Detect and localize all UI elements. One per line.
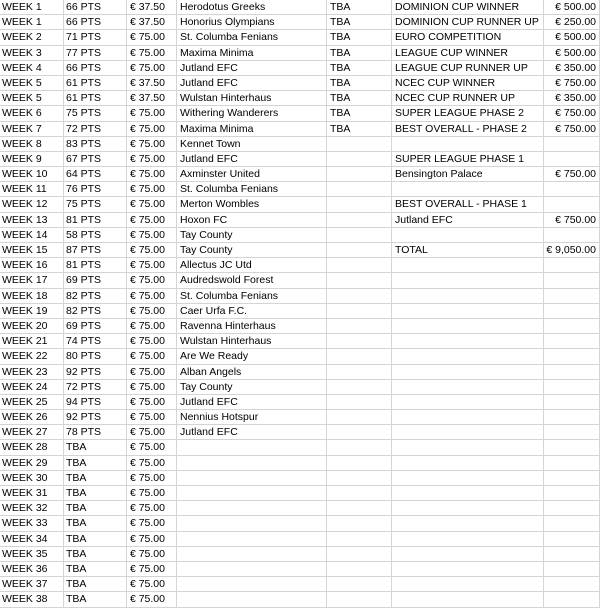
amount-cell[interactable] [544,532,600,547]
prize-cell[interactable]: € 37.50 [127,91,177,106]
prize-cell[interactable]: € 75.00 [127,30,177,45]
team-cell[interactable]: St. Columba Fenians [177,30,327,45]
team-cell[interactable]: Herodotus Greeks [177,0,327,15]
week-cell[interactable]: WEEK 32 [0,501,64,516]
award-cell[interactable] [392,501,544,516]
points-cell[interactable]: 92 PTS [64,365,127,380]
amount-cell[interactable] [544,456,600,471]
amount-cell[interactable]: € 350.00 [544,61,600,76]
week-cell[interactable]: WEEK 37 [0,577,64,592]
week-cell[interactable]: WEEK 33 [0,516,64,531]
prize-cell[interactable]: € 75.00 [127,182,177,197]
prize-cell[interactable]: € 75.00 [127,440,177,455]
status-cell[interactable] [327,516,392,531]
status-cell[interactable] [327,243,392,258]
status-cell[interactable] [327,501,392,516]
status-cell[interactable] [327,547,392,562]
status-cell[interactable] [327,395,392,410]
award-cell[interactable]: Bensington Palace [392,167,544,182]
amount-cell[interactable] [544,425,600,440]
amount-cell[interactable]: € 250.00 [544,15,600,30]
week-cell[interactable]: WEEK 2 [0,30,64,45]
points-cell[interactable]: 76 PTS [64,182,127,197]
award-cell[interactable] [392,395,544,410]
week-cell[interactable]: WEEK 6 [0,106,64,121]
amount-cell[interactable] [544,395,600,410]
status-cell[interactable] [327,532,392,547]
amount-cell[interactable] [544,304,600,319]
team-cell[interactable]: Kennet Town [177,137,327,152]
week-cell[interactable]: WEEK 29 [0,456,64,471]
amount-cell[interactable] [544,380,600,395]
week-cell[interactable]: WEEK 24 [0,380,64,395]
prize-cell[interactable]: € 75.00 [127,319,177,334]
week-cell[interactable]: WEEK 5 [0,91,64,106]
award-cell[interactable] [392,289,544,304]
week-cell[interactable]: WEEK 13 [0,213,64,228]
status-cell[interactable] [327,137,392,152]
team-cell[interactable]: Are We Ready [177,349,327,364]
amount-cell[interactable] [544,289,600,304]
amount-cell[interactable] [544,152,600,167]
week-cell[interactable]: WEEK 25 [0,395,64,410]
team-cell[interactable] [177,592,327,607]
amount-cell[interactable] [544,258,600,273]
status-cell[interactable] [327,592,392,607]
points-cell[interactable]: 69 PTS [64,273,127,288]
award-cell[interactable] [392,516,544,531]
amount-cell[interactable]: € 750.00 [544,76,600,91]
prize-cell[interactable]: € 75.00 [127,349,177,364]
amount-cell[interactable] [544,547,600,562]
status-cell[interactable] [327,167,392,182]
prize-cell[interactable]: € 75.00 [127,137,177,152]
team-cell[interactable] [177,562,327,577]
award-cell[interactable] [392,592,544,607]
points-cell[interactable]: 61 PTS [64,91,127,106]
team-cell[interactable] [177,532,327,547]
week-cell[interactable]: WEEK 18 [0,289,64,304]
prize-cell[interactable]: € 75.00 [127,289,177,304]
award-cell[interactable] [392,425,544,440]
team-cell[interactable] [177,440,327,455]
team-cell[interactable]: Jutland EFC [177,395,327,410]
points-cell[interactable]: 77 PTS [64,46,127,61]
team-cell[interactable]: Honorius Olympians [177,15,327,30]
amount-cell[interactable]: € 750.00 [544,167,600,182]
prize-cell[interactable]: € 75.00 [127,304,177,319]
amount-cell[interactable]: € 750.00 [544,106,600,121]
amount-cell[interactable] [544,471,600,486]
amount-cell[interactable] [544,137,600,152]
prize-cell[interactable]: € 75.00 [127,152,177,167]
award-cell[interactable]: LEAGUE CUP RUNNER UP [392,61,544,76]
status-cell[interactable] [327,319,392,334]
status-cell[interactable] [327,562,392,577]
week-cell[interactable]: WEEK 14 [0,228,64,243]
points-cell[interactable]: 69 PTS [64,319,127,334]
points-cell[interactable]: 64 PTS [64,167,127,182]
award-cell[interactable] [392,532,544,547]
week-cell[interactable]: WEEK 31 [0,486,64,501]
award-cell[interactable] [392,349,544,364]
prize-cell[interactable]: € 75.00 [127,592,177,607]
week-cell[interactable]: WEEK 5 [0,76,64,91]
status-cell[interactable] [327,197,392,212]
amount-cell[interactable] [544,410,600,425]
team-cell[interactable]: Wulstan Hinterhaus [177,334,327,349]
week-cell[interactable]: WEEK 34 [0,532,64,547]
prize-cell[interactable]: € 75.00 [127,243,177,258]
amount-cell[interactable] [544,319,600,334]
week-cell[interactable]: WEEK 9 [0,152,64,167]
points-cell[interactable]: TBA [64,516,127,531]
team-cell[interactable]: Axminster United [177,167,327,182]
award-cell[interactable]: EURO COMPETITION [392,30,544,45]
prize-cell[interactable]: € 75.00 [127,273,177,288]
team-cell[interactable]: Jutland EFC [177,76,327,91]
amount-cell[interactable] [544,501,600,516]
award-cell[interactable] [392,380,544,395]
points-cell[interactable]: 92 PTS [64,410,127,425]
points-cell[interactable]: TBA [64,577,127,592]
award-cell[interactable] [392,486,544,501]
status-cell[interactable]: TBA [327,61,392,76]
week-cell[interactable]: WEEK 15 [0,243,64,258]
amount-cell[interactable] [544,592,600,607]
points-cell[interactable]: 58 PTS [64,228,127,243]
team-cell[interactable]: Maxima Minima [177,46,327,61]
team-cell[interactable]: Hoxon FC [177,213,327,228]
award-cell[interactable]: BEST OVERALL - PHASE 2 [392,122,544,137]
points-cell[interactable]: 81 PTS [64,258,127,273]
amount-cell[interactable]: € 500.00 [544,30,600,45]
team-cell[interactable]: Tay County [177,380,327,395]
prize-cell[interactable]: € 75.00 [127,456,177,471]
status-cell[interactable]: TBA [327,46,392,61]
amount-cell[interactable] [544,273,600,288]
status-cell[interactable]: TBA [327,76,392,91]
team-cell[interactable]: Jutland EFC [177,425,327,440]
award-cell[interactable]: LEAGUE CUP WINNER [392,46,544,61]
week-cell[interactable]: WEEK 21 [0,334,64,349]
team-cell[interactable]: Jutland EFC [177,152,327,167]
status-cell[interactable] [327,273,392,288]
team-cell[interactable] [177,456,327,471]
amount-cell[interactable] [544,228,600,243]
award-cell[interactable]: SUPER LEAGUE PHASE 1 [392,152,544,167]
status-cell[interactable] [327,380,392,395]
points-cell[interactable]: TBA [64,562,127,577]
prize-cell[interactable]: € 75.00 [127,213,177,228]
team-cell[interactable]: Alban Angels [177,365,327,380]
week-cell[interactable]: WEEK 11 [0,182,64,197]
points-cell[interactable]: TBA [64,486,127,501]
points-cell[interactable]: 80 PTS [64,349,127,364]
week-cell[interactable]: WEEK 20 [0,319,64,334]
points-cell[interactable]: 75 PTS [64,106,127,121]
team-cell[interactable]: Withering Wanderers [177,106,327,121]
award-cell[interactable]: SUPER LEAGUE PHASE 2 [392,106,544,121]
status-cell[interactable] [327,349,392,364]
points-cell[interactable]: 66 PTS [64,15,127,30]
prize-cell[interactable]: € 75.00 [127,501,177,516]
status-cell[interactable]: TBA [327,122,392,137]
amount-cell[interactable]: € 500.00 [544,46,600,61]
status-cell[interactable] [327,440,392,455]
team-cell[interactable] [177,516,327,531]
week-cell[interactable]: WEEK 22 [0,349,64,364]
week-cell[interactable]: WEEK 7 [0,122,64,137]
points-cell[interactable]: TBA [64,547,127,562]
prize-cell[interactable]: € 75.00 [127,395,177,410]
award-cell[interactable]: DOMINION CUP RUNNER UP [392,15,544,30]
points-cell[interactable]: 66 PTS [64,61,127,76]
prize-cell[interactable]: € 75.00 [127,228,177,243]
points-cell[interactable]: 72 PTS [64,380,127,395]
week-cell[interactable]: WEEK 38 [0,592,64,607]
amount-cell[interactable]: € 9,050.00 [544,243,600,258]
prize-cell[interactable]: € 75.00 [127,516,177,531]
points-cell[interactable]: 82 PTS [64,289,127,304]
amount-cell[interactable]: € 750.00 [544,213,600,228]
status-cell[interactable] [327,182,392,197]
award-cell[interactable] [392,182,544,197]
status-cell[interactable] [327,304,392,319]
team-cell[interactable]: Ravenna Hinterhaus [177,319,327,334]
award-cell[interactable] [392,258,544,273]
status-cell[interactable]: TBA [327,106,392,121]
points-cell[interactable]: TBA [64,471,127,486]
team-cell[interactable] [177,501,327,516]
team-cell[interactable]: St. Columba Fenians [177,182,327,197]
points-cell[interactable]: 82 PTS [64,304,127,319]
status-cell[interactable] [327,486,392,501]
status-cell[interactable] [327,152,392,167]
award-cell[interactable] [392,137,544,152]
week-cell[interactable]: WEEK 8 [0,137,64,152]
award-cell[interactable]: TOTAL [392,243,544,258]
award-cell[interactable]: NCEC CUP WINNER [392,76,544,91]
prize-cell[interactable]: € 75.00 [127,46,177,61]
amount-cell[interactable] [544,486,600,501]
points-cell[interactable]: 72 PTS [64,122,127,137]
prize-cell[interactable]: € 37.50 [127,15,177,30]
points-cell[interactable]: 66 PTS [64,0,127,15]
prize-cell[interactable]: € 75.00 [127,486,177,501]
award-cell[interactable] [392,440,544,455]
award-cell[interactable] [392,562,544,577]
amount-cell[interactable]: € 350.00 [544,91,600,106]
week-cell[interactable]: WEEK 36 [0,562,64,577]
prize-cell[interactable]: € 75.00 [127,547,177,562]
status-cell[interactable] [327,456,392,471]
status-cell[interactable] [327,410,392,425]
week-cell[interactable]: WEEK 1 [0,15,64,30]
award-cell[interactable] [392,410,544,425]
award-cell[interactable] [392,228,544,243]
team-cell[interactable]: Allectus JC Utd [177,258,327,273]
prize-cell[interactable]: € 75.00 [127,380,177,395]
prize-cell[interactable]: € 75.00 [127,471,177,486]
team-cell[interactable] [177,471,327,486]
week-cell[interactable]: WEEK 3 [0,46,64,61]
award-cell[interactable] [392,471,544,486]
points-cell[interactable]: 67 PTS [64,152,127,167]
prize-cell[interactable]: € 75.00 [127,106,177,121]
award-cell[interactable] [392,334,544,349]
prize-cell[interactable]: € 75.00 [127,258,177,273]
week-cell[interactable]: WEEK 26 [0,410,64,425]
status-cell[interactable] [327,471,392,486]
points-cell[interactable]: TBA [64,532,127,547]
prize-cell[interactable]: € 75.00 [127,532,177,547]
status-cell[interactable]: TBA [327,91,392,106]
status-cell[interactable] [327,577,392,592]
team-cell[interactable]: Jutland EFC [177,61,327,76]
award-cell[interactable] [392,547,544,562]
award-cell[interactable]: Jutland EFC [392,213,544,228]
week-cell[interactable]: WEEK 19 [0,304,64,319]
amount-cell[interactable] [544,365,600,380]
award-cell[interactable]: BEST OVERALL - PHASE 1 [392,197,544,212]
points-cell[interactable]: 75 PTS [64,197,127,212]
team-cell[interactable] [177,577,327,592]
status-cell[interactable] [327,334,392,349]
amount-cell[interactable] [544,562,600,577]
week-cell[interactable]: WEEK 1 [0,0,64,15]
team-cell[interactable]: Wulstan Hinterhaus [177,91,327,106]
week-cell[interactable]: WEEK 16 [0,258,64,273]
team-cell[interactable] [177,486,327,501]
points-cell[interactable]: TBA [64,440,127,455]
award-cell[interactable]: NCEC CUP RUNNER UP [392,91,544,106]
week-cell[interactable]: WEEK 27 [0,425,64,440]
team-cell[interactable]: Caer Urfa F.C. [177,304,327,319]
status-cell[interactable]: TBA [327,30,392,45]
week-cell[interactable]: WEEK 28 [0,440,64,455]
team-cell[interactable]: Maxima Minima [177,122,327,137]
team-cell[interactable]: Tay County [177,228,327,243]
team-cell[interactable]: Tay County [177,243,327,258]
team-cell[interactable] [177,547,327,562]
team-cell[interactable]: Audredswold Forest [177,273,327,288]
week-cell[interactable]: WEEK 10 [0,167,64,182]
award-cell[interactable] [392,365,544,380]
prize-cell[interactable]: € 37.50 [127,76,177,91]
prize-cell[interactable]: € 75.00 [127,577,177,592]
prize-cell[interactable]: € 75.00 [127,61,177,76]
prize-cell[interactable]: € 75.00 [127,197,177,212]
amount-cell[interactable] [544,349,600,364]
amount-cell[interactable] [544,440,600,455]
amount-cell[interactable] [544,182,600,197]
points-cell[interactable]: TBA [64,456,127,471]
status-cell[interactable] [327,425,392,440]
points-cell[interactable]: 94 PTS [64,395,127,410]
status-cell[interactable] [327,289,392,304]
points-cell[interactable]: TBA [64,592,127,607]
amount-cell[interactable] [544,334,600,349]
status-cell[interactable] [327,365,392,380]
points-cell[interactable]: 71 PTS [64,30,127,45]
status-cell[interactable]: TBA [327,0,392,15]
amount-cell[interactable] [544,197,600,212]
status-cell[interactable] [327,213,392,228]
points-cell[interactable]: 87 PTS [64,243,127,258]
prize-cell[interactable]: € 75.00 [127,562,177,577]
prize-cell[interactable]: € 75.00 [127,167,177,182]
amount-cell[interactable]: € 500.00 [544,0,600,15]
prize-cell[interactable]: € 75.00 [127,410,177,425]
week-cell[interactable]: WEEK 35 [0,547,64,562]
status-cell[interactable] [327,228,392,243]
week-cell[interactable]: WEEK 23 [0,365,64,380]
award-cell[interactable] [392,304,544,319]
prize-cell[interactable]: € 75.00 [127,334,177,349]
week-cell[interactable]: WEEK 12 [0,197,64,212]
award-cell[interactable]: DOMINION CUP WINNER [392,0,544,15]
points-cell[interactable]: 61 PTS [64,76,127,91]
points-cell[interactable]: 78 PTS [64,425,127,440]
award-cell[interactable] [392,273,544,288]
amount-cell[interactable] [544,516,600,531]
team-cell[interactable]: Nennius Hotspur [177,410,327,425]
amount-cell[interactable]: € 750.00 [544,122,600,137]
points-cell[interactable]: 74 PTS [64,334,127,349]
week-cell[interactable]: WEEK 30 [0,471,64,486]
team-cell[interactable]: Merton Wombles [177,197,327,212]
week-cell[interactable]: WEEK 4 [0,61,64,76]
award-cell[interactable] [392,456,544,471]
points-cell[interactable]: TBA [64,501,127,516]
prize-cell[interactable]: € 37.50 [127,0,177,15]
award-cell[interactable] [392,319,544,334]
award-cell[interactable] [392,577,544,592]
week-cell[interactable]: WEEK 17 [0,273,64,288]
status-cell[interactable]: TBA [327,15,392,30]
prize-cell[interactable]: € 75.00 [127,425,177,440]
points-cell[interactable]: 81 PTS [64,213,127,228]
amount-cell[interactable] [544,577,600,592]
status-cell[interactable] [327,258,392,273]
team-cell[interactable]: St. Columba Fenians [177,289,327,304]
points-cell[interactable]: 83 PTS [64,137,127,152]
prize-cell[interactable]: € 75.00 [127,365,177,380]
prize-cell[interactable]: € 75.00 [127,122,177,137]
